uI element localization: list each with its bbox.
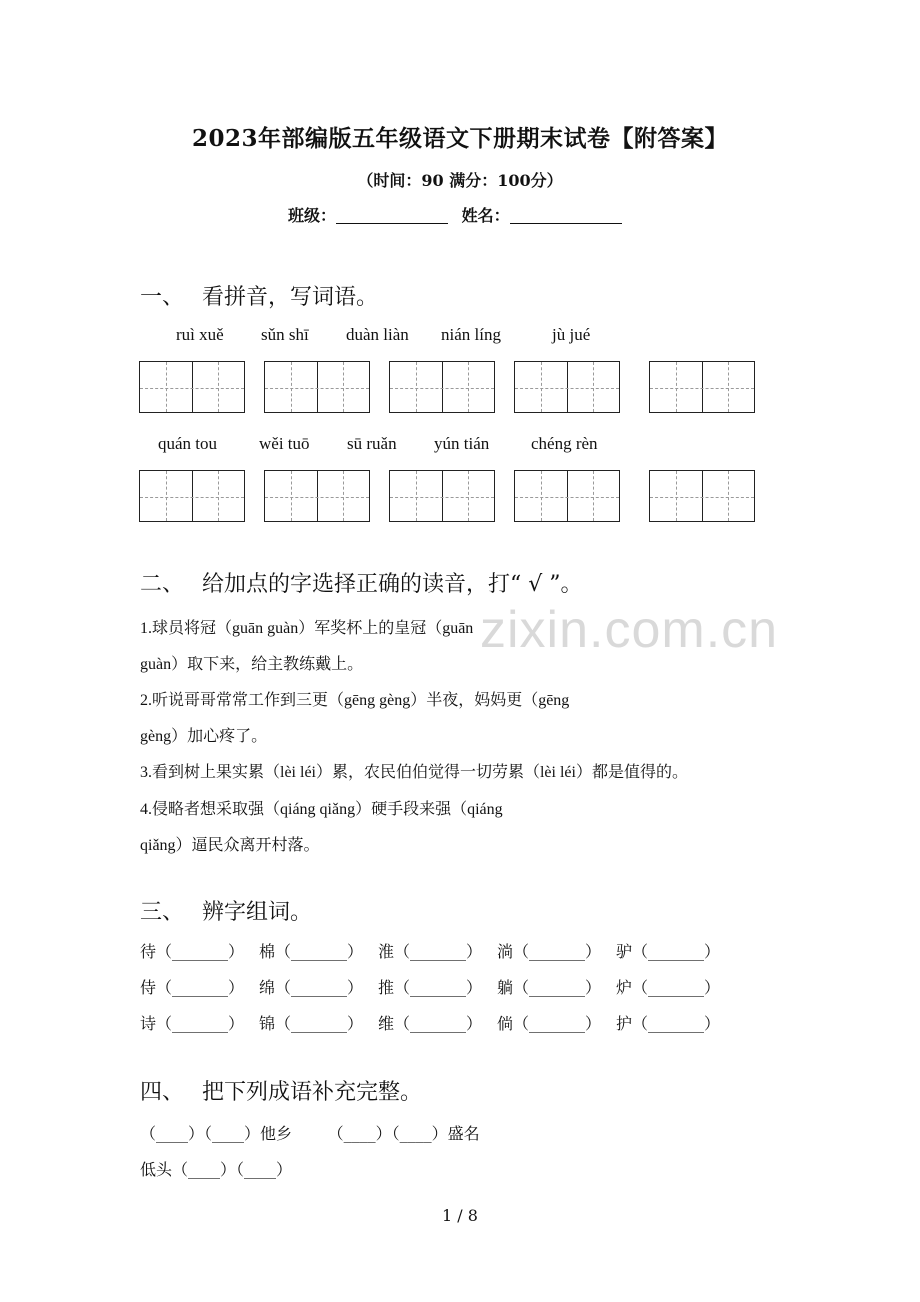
exam-time-score: （时间：90 满分：100分） [357,171,563,190]
idiom-line[interactable]: 低头（____）（____） [140,1160,293,1179]
word-group-item[interactable]: 棉（_______） [259,942,364,961]
word-group-item[interactable]: 护（_______） [616,1014,721,1033]
class-label: 班级： [288,206,337,225]
question-line: 4.侵略者想采取强（qiáng qiǎng）硬手段来强（qiáng [140,801,503,818]
name-blank[interactable] [510,207,622,224]
writing-grid[interactable] [649,470,755,522]
writing-grid[interactable] [264,470,370,522]
word-group-item[interactable]: 倘（_______） [497,1014,602,1033]
word-group-row [140,939,735,962]
writing-grid[interactable] [139,470,245,522]
idiom-line[interactable]: （____）（____）他乡 （____）（____）盛名 [140,1124,480,1143]
watermark: zixin.com.cn [480,601,779,659]
word-group-item[interactable]: 炉（_______） [616,978,721,997]
word-group-item[interactable]: 诗（_______） [140,1014,245,1033]
word-group-row [140,1011,735,1034]
section-3-heading [140,895,312,926]
pinyin-label: wěi tuō [259,434,310,453]
pinyin-label: sǔn shī [261,325,309,344]
question-line: guàn）取下来，给主教练戴上。 [140,656,364,673]
question-line: 3.看到树上果实累（lèi léi）累，农民伯伯觉得一切劳累（lèi léi）都是值得的。 [140,764,688,781]
writing-grid[interactable] [389,470,495,522]
pinyin-label: jù jué [552,325,591,344]
writing-grid[interactable] [389,361,495,413]
question-line: 2.听说哥哥常常工作到三更（gēng gèng）半夜，妈妈更（gēng [140,692,570,709]
question-line: 1.球员将冠（guān guàn）军奖杯上的皇冠（guān [140,620,474,637]
section-title: 看拼音，写词语。 [202,285,379,310]
page-title: 2023年部编版五年级语文下册期末试卷【附答案】 [191,125,728,152]
word-group-item[interactable]: 躺（_______） [497,978,602,997]
writing-grid[interactable] [649,361,755,413]
pinyin-label: quán tou [158,434,218,453]
pinyin-label: yún tián [434,434,490,453]
section-title: 给加点的字选择正确的读音，打“ √ ”。 [202,572,583,597]
pinyin-label: nián líng [441,325,501,344]
pinyin-label: duàn liàn [346,325,409,344]
page-number: 1 / 8 [442,1206,478,1225]
section-number: 一、 [140,285,185,310]
name-label: 姓名： [461,206,510,225]
word-group-row [140,975,735,998]
section-number: 二、 [140,572,185,597]
word-group-item[interactable]: 推（_______） [378,978,483,997]
student-info [288,203,622,226]
word-group-item[interactable]: 驴（_______） [616,942,721,961]
writing-grid[interactable] [139,361,245,413]
word-group-item[interactable]: 绵（_______） [259,978,364,997]
question-line: qiǎng）逼民众离开村落。 [140,837,320,854]
class-blank[interactable] [336,207,448,224]
section-title: 把下列成语补充完整。 [202,1080,423,1105]
writing-grid[interactable] [514,470,620,522]
word-group-item[interactable]: 维（_______） [378,1014,483,1033]
word-group-item[interactable]: 淮（_______） [378,942,483,961]
section-number: 三、 [140,900,185,925]
word-group-item[interactable]: 待（_______） [140,942,245,961]
pinyin-label: ruì xuě [176,325,224,344]
question-line: gèng）加心疼了。 [140,728,268,745]
word-group-item[interactable]: 锦（_______） [259,1014,364,1033]
section-1-heading [140,280,378,311]
pinyin-label: chéng rèn [531,434,598,453]
section-title: 辨字组词。 [202,900,313,925]
section-4-heading [140,1075,422,1106]
word-group-item[interactable]: 淌（_______） [497,942,602,961]
pinyin-label: sū ruǎn [347,434,397,453]
writing-grid[interactable] [264,361,370,413]
section-number: 四、 [140,1080,185,1105]
word-group-item[interactable]: 侍（_______） [140,978,245,997]
writing-grid[interactable] [514,361,620,413]
section-2-heading [140,567,583,598]
